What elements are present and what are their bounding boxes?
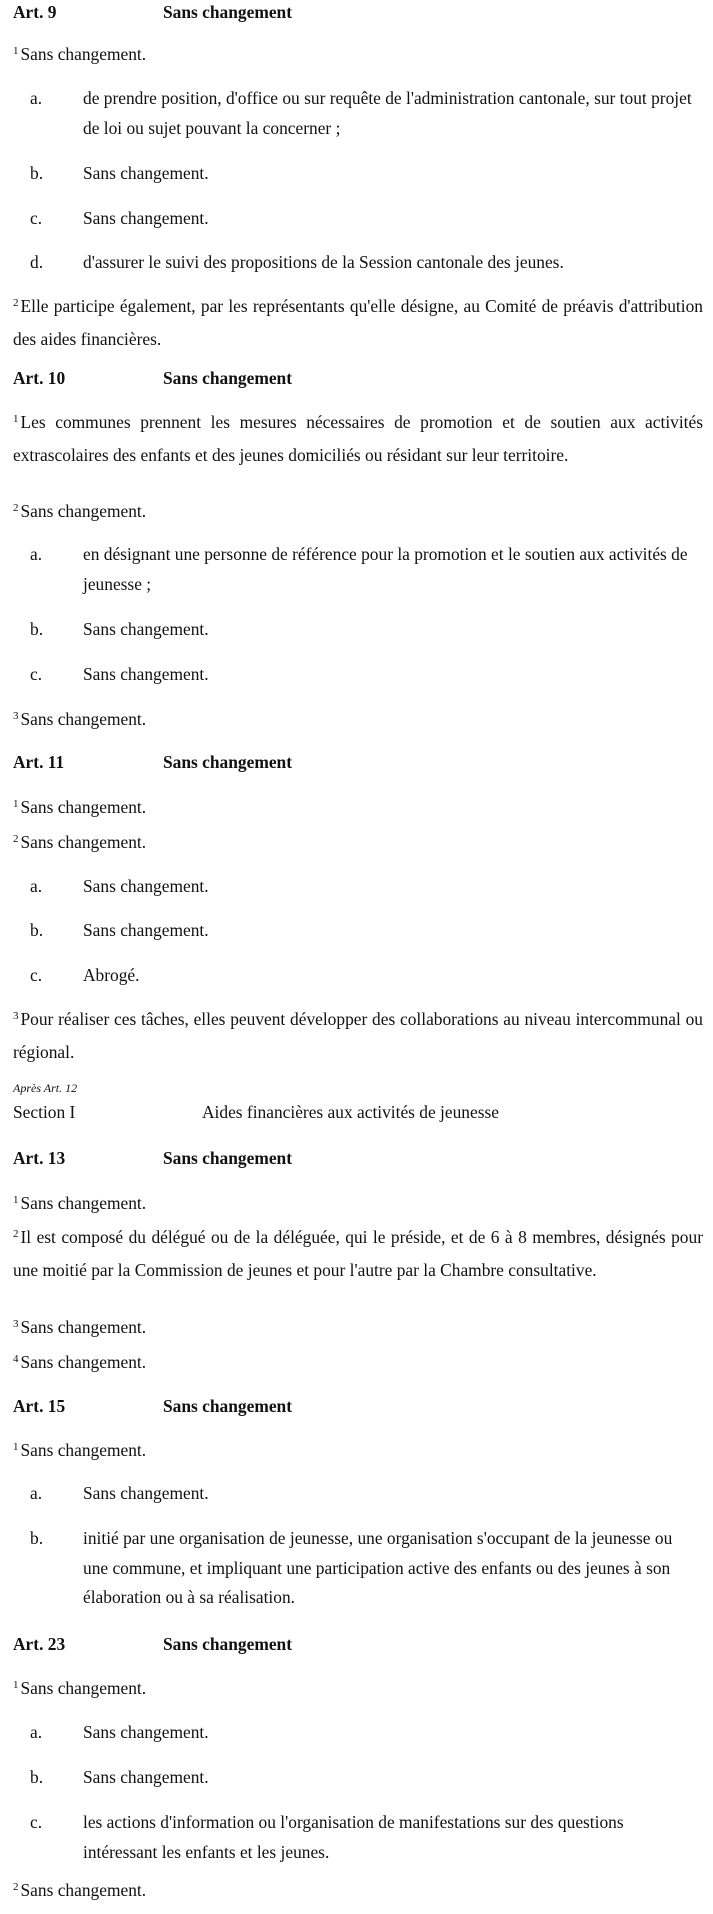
art23-item-a-text: Sans changement. [83, 1722, 209, 1742]
art23-item-b-text: Sans changement. [83, 1767, 209, 1787]
alinea-number: 3 [13, 1318, 19, 1330]
alinea-number: 2 [13, 297, 19, 309]
art11-alinea-3 [13, 1005, 703, 1067]
alinea-number: 1 [13, 1679, 19, 1691]
art11-alinea-1 [13, 793, 703, 826]
art10-item-a-letter: a. [30, 544, 43, 564]
art9-item-d-text: d'assurer le suivi des propositions de la Session cantonale des jeunes. [83, 252, 564, 272]
alinea-number: 1 [13, 798, 19, 810]
alinea-number: 2 [13, 833, 19, 845]
art15-item-a-text: Sans changement. [83, 1483, 209, 1503]
art15-number: Art. 15 [13, 1396, 66, 1416]
section-label: Section I [13, 1102, 76, 1122]
art9-item-a-letter: a. [30, 88, 43, 108]
alinea-text: Il est composé du délégué ou de la déléguée, qui le préside, et de 6 à 8 membres, désignés pour une moitié par la Commission de jeunes et pour l'autre par la Chambre consultative. [13, 1227, 703, 1280]
alinea-text: Sans changement. [20, 1440, 147, 1460]
art11-number: Art. 11 [13, 752, 65, 772]
alinea-text: Sans changement. [20, 797, 147, 817]
art13-alinea-4 [13, 1348, 703, 1381]
art23-alinea-1 [13, 1674, 703, 1707]
art10-heading: Sans changement [163, 368, 292, 388]
art9-item-d-letter: d. [30, 252, 44, 272]
art9-alinea-2 [13, 292, 703, 354]
art10-alinea-1 [13, 408, 703, 470]
art13-alinea-2 [13, 1223, 703, 1285]
art9-alinea-1 [13, 40, 703, 73]
art11-item-c-letter: c. [30, 965, 43, 985]
art10-item-c-text: Sans changement. [83, 664, 209, 684]
art9-item-a-text: de prendre position, d'office ou sur requête de l'administration cantonale, sur tout projet de loi ou sujet pouvant la concerner ; [83, 88, 692, 138]
art11-alinea-2 [13, 828, 703, 861]
art23-alinea-2 [13, 1876, 703, 1909]
art9-item-b-text: Sans changement. [83, 163, 209, 183]
art23-item-b-letter: b. [30, 1767, 44, 1787]
art23-item-c-text: les actions d'information ou l'organisation de manifestations sur des questions intéressant les enfants et les jeunes. [83, 1812, 624, 1862]
art13-alinea-1 [13, 1189, 703, 1222]
art9-item-c-letter: c. [30, 208, 43, 228]
art11-item-b-letter: b. [30, 920, 44, 940]
art23-item-a-letter: a. [30, 1722, 43, 1742]
alinea-text: Elle participe également, par les représentants qu'elle désigne, au Comité de préavis d'attribution des aides financières. [13, 296, 703, 349]
alinea-text: Sans changement. [20, 1317, 147, 1337]
alinea-number: 1 [13, 45, 19, 57]
art23-heading: Sans changement [163, 1634, 292, 1654]
alinea-text: Sans changement. [20, 501, 147, 521]
art10-alinea-2 [13, 497, 703, 530]
alinea-text: Sans changement. [20, 1678, 147, 1698]
art10-item-b-text: Sans changement. [83, 619, 209, 639]
alinea-number: 1 [13, 1194, 19, 1206]
art11-item-a-letter: a. [30, 876, 43, 896]
art10-item-b-letter: b. [30, 619, 44, 639]
art15-item-b-text: initié par une organisation de jeunesse, une organisation s'occupant de la jeunesse ou une commune, et impliquant une participation active des enfants ou des jeunes à son élaboration ou à sa réalisation. [83, 1528, 673, 1607]
art13-alinea-3 [13, 1313, 703, 1346]
art23-number: Art. 23 [13, 1634, 66, 1654]
alinea-number: 1 [13, 1441, 19, 1453]
alinea-number: 2 [13, 502, 19, 514]
art15-item-a-letter: a. [30, 1483, 43, 1503]
art13-heading: Sans changement [163, 1148, 292, 1168]
art23-item-c-letter: c. [30, 1812, 43, 1832]
alinea-text: Sans changement. [20, 832, 147, 852]
alinea-text: Sans changement. [20, 709, 147, 729]
art15-alinea-1 [13, 1436, 703, 1469]
art9-number: Art. 9 [13, 2, 57, 22]
art11-item-c-text: Abrogé. [83, 965, 140, 985]
art10-number: Art. 10 [13, 368, 66, 388]
alinea-number: 2 [13, 1228, 19, 1240]
alinea-text: Pour réaliser ces tâches, elles peuvent développer des collaborations au niveau intercommunal ou régional. [13, 1009, 703, 1062]
art11-item-b-text: Sans changement. [83, 920, 209, 940]
alinea-number: 1 [13, 413, 19, 425]
art15-item-b-letter: b. [30, 1528, 44, 1548]
art10-item-c-letter: c. [30, 664, 43, 684]
alinea-number: 3 [13, 710, 19, 722]
alinea-text: Sans changement. [20, 1193, 147, 1213]
art11-item-a-text: Sans changement. [83, 876, 209, 896]
art13-number: Art. 13 [13, 1148, 66, 1168]
alinea-text: Sans changement. [20, 1352, 147, 1372]
alinea-text: Sans changement. [20, 44, 147, 64]
alinea-text: Sans changement. [20, 1880, 147, 1900]
section-title: Aides financières aux activités de jeunesse [202, 1102, 499, 1122]
art15-heading: Sans changement [163, 1396, 292, 1416]
alinea-text: Les communes prennent les mesures nécessaires de promotion et de soutien aux activités extrascolaires des enfants et des jeunes domiciliés ou résidant sur leur territoire. [13, 412, 703, 465]
alinea-number: 2 [13, 1881, 19, 1893]
art9-item-c-text: Sans changement. [83, 208, 209, 228]
art10-item-a-text: en désignant une personne de référence pour la promotion et le soutien aux activités de jeunesse ; [83, 544, 688, 594]
amendment-note: Après Art. 12 [13, 1081, 78, 1095]
alinea-number: 3 [13, 1010, 19, 1022]
art9-heading: Sans changement [163, 2, 292, 22]
art10-alinea-3 [13, 705, 703, 738]
art11-heading: Sans changement [163, 752, 292, 772]
art9-item-b-letter: b. [30, 163, 44, 183]
alinea-number: 4 [13, 1353, 19, 1365]
